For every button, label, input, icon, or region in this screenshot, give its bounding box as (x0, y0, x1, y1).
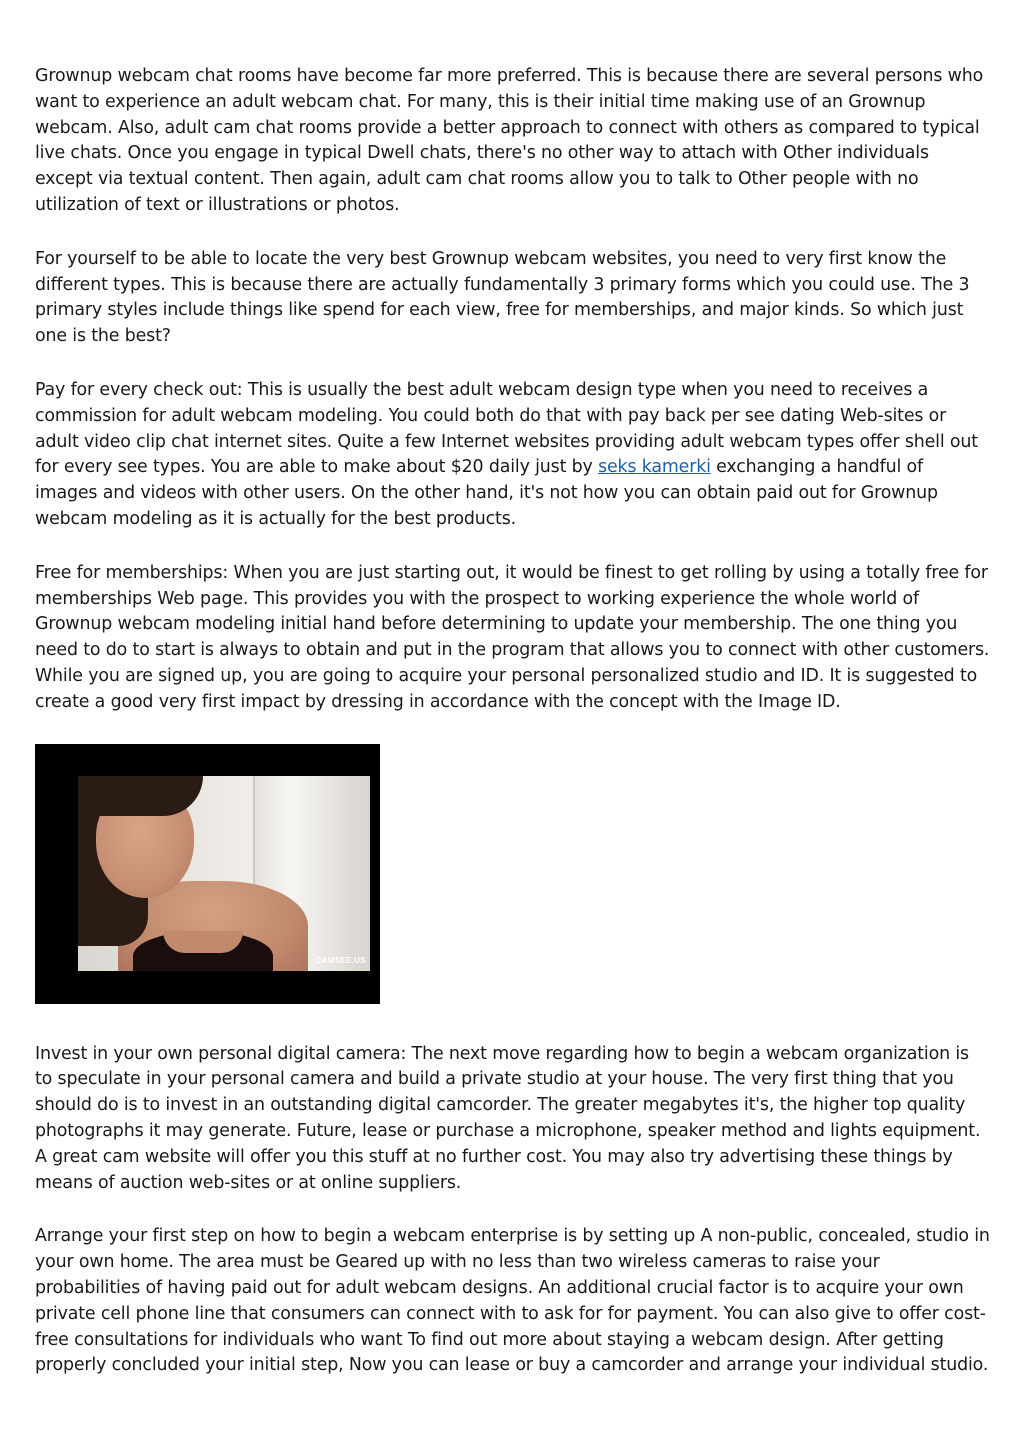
paragraph-2: For yourself to be able to locate the very best Grownup webcam websites, you need to very first know the different types. This is because there are actually fundamentally 3 primary forms which you could use. The 3 primary styles include things like spend for each view, free for memberships, and major kinds. So which just one is the best? (35, 248, 970, 347)
photo-person-hair-top (78, 776, 203, 816)
article-body (35, 64, 990, 1407)
photo-watermark: CAMSEE.US (315, 955, 366, 965)
paragraph-6: Arrange your first step on how to begin a webcam enterprise is by setting up A non-public, concealed, studio in your own home. The area must be Geared up with no less than two wireless cameras to raise your probabilities of having paid out for adult webcam designs. An additional crucial factor is to acquire your own private cell phone line that consumers can connect with to ask for for payment. You can also give to offer cost-free consultations for individuals who want To find out more about staying a webcam design. After getting properly concluded your initial step, Now you can lease or buy a camcorder and arrange your individual studio. (35, 1226, 990, 1376)
webcam-photo (35, 744, 380, 1004)
webcam-photo-frame (78, 776, 370, 971)
paragraph-3-before: Pay for every check out: This is usually the best adult webcam design type when you need to receives a commission for adult webcam modeling. You could both do that with pay back per see dating Web-sites or adult video clip chat internet sites. Quite a few Internet websites providing adult webcam types offer shell out for every see types. You are able to make about $20 daily just by (35, 379, 978, 478)
paragraph-4: Free for memberships: When you are just starting out, it would be finest to get rolling by using a totally free for memberships Web page. This provides you with the prospect to working experience the whole world of Grownup webcam modeling initial hand before determining to update your membership. The one thing you need to do to start is always to obtain and put in the program that allows you to connect with other customers. While you are signed up, you are going to acquire your personal personalized studio and ID. It is suggested to create a good very first impact by dressing in accordance with the concept with the Image ID. (35, 562, 990, 712)
paragraph-3-after: exchanging a handful of images and videos with other users. On the other hand, it's not how you can obtain paid out for Grownup webcam modeling as it is actually for the best products. (35, 457, 938, 529)
paragraph-3 (35, 378, 990, 533)
paragraph-5: Invest in your own personal digital camera: The next move regarding how to begin a webcam organization is to speculate in your personal camera and build a private studio at your house. The very first thing that you should do is to invest in an outstanding digital camcorder. The greater megabytes it's, the higher top quality photographs it may generate. Future, lease or purchase a microphone, speaker method and lights equipment. A great cam website will offer you this stuff at no further cost. You may also try advertising these things by means of auction web-sites or at online suppliers. (35, 1043, 981, 1193)
seks-kamerki-link[interactable]: seks kamerki (598, 457, 711, 478)
paragraph-1: Grownup webcam chat rooms have become far more preferred. This is because there are several persons who want to experience an adult webcam chat. For many, this is their initial time making use of an Grownup webcam. Also, adult cam chat rooms provide a better approach to connect with others as compared to typical live chats. Once you engage in typical Dwell chats, there's no other way to attach with Other individuals except via textual content. Then again, adult cam chat rooms allow you to talk to Other people with no utilization of text or illustrations or photos. (35, 66, 984, 215)
